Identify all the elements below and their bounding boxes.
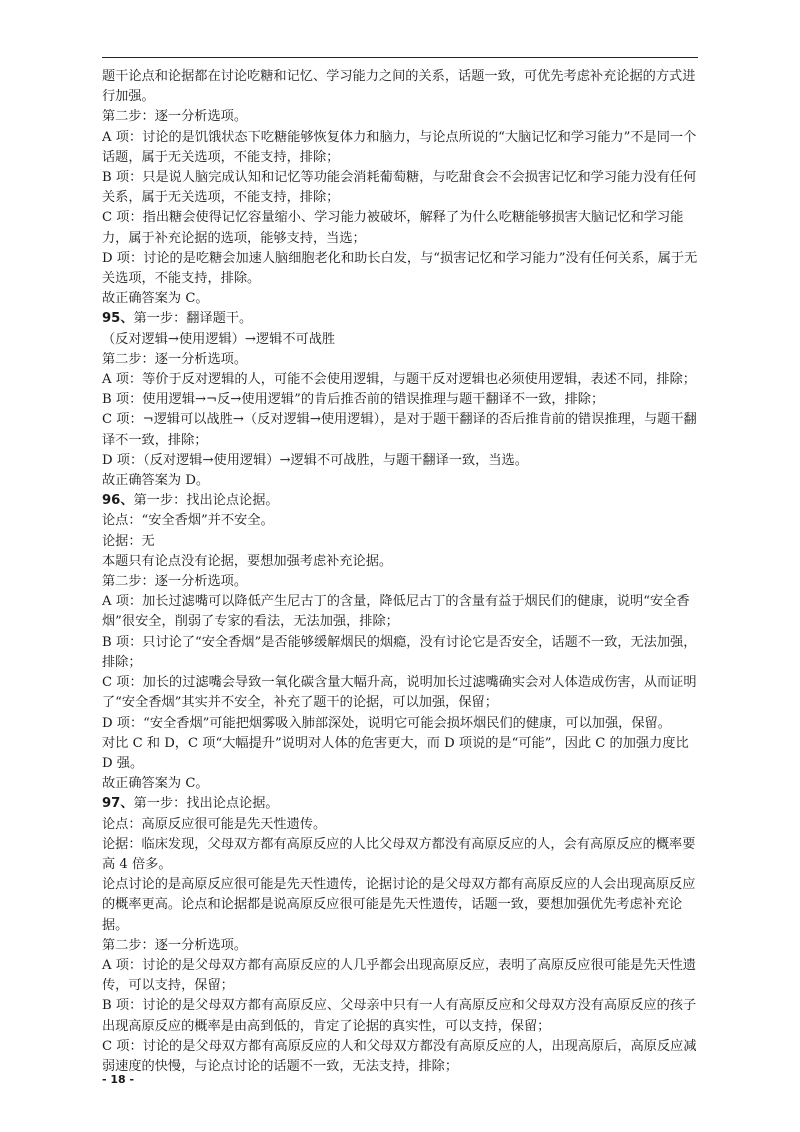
line-text: 对比 C 和 D，C 项“大幅提升”说明对人体的危害更大，而 D 项说的是“可能”，因此 C 的加强力度比 D 强。 [102, 735, 689, 771]
text-line [102, 107, 702, 127]
line-text: 题干论点和论据都在讨论吃糖和记忆、学习能力之间的关系，话题一致，可优先考虑补充论据的方式进行加强。 [102, 69, 696, 105]
line-text: 第二步：逐一分析选项。 [102, 937, 248, 953]
line-text: （反对逻辑→使用逻辑）→逻辑不可战胜 [102, 331, 336, 347]
text-line [102, 714, 702, 734]
line-text: C 项：¬逻辑可以战胜→（反对逻辑→使用逻辑），是对于题干翻译的否后推肯前的错误推理，与题干翻译不一致，排除； [102, 412, 697, 448]
line-text: 论点讨论的是高原反应很可能是先天性遗传，论据讨论的是父母双方都有高原反应的人会出现高原反应的概率更高。论点和论据都是说高原反应很可能是先天性遗传，话题一致，要想加强优先考虑补充论据。 [102, 877, 696, 933]
text-line [102, 774, 702, 794]
document-body [102, 67, 702, 1077]
line-text: A 项：等价于反对逻辑的人，可能不会使用逻辑，与题干反对逻辑也必须使用逻辑，表述不同，排除； [102, 372, 696, 388]
line-text: 第一步：找出论点论据。 [133, 493, 279, 509]
line-text: A 项：讨论的是饥饿状态下吃糖能够恢复体力和脑力，与论点所说的“大脑记忆和学习能力”不是同一个话题，属于无关选项，不能支持，排除； [102, 129, 697, 165]
text-line [102, 511, 702, 531]
line-text: D 项：“安全香烟”可能把烟雾吸入肺部深处，说明它可能会损坏烟民们的健康，可以加强，保留。 [102, 715, 671, 731]
line-text: B 项：只是说人脑完成认知和记忆等功能会消耗葡萄糖，与吃甜食会不会损害记忆和学习能力没有任何关系，属于无关选项，不能支持，排除； [102, 170, 697, 206]
text-line [102, 67, 702, 107]
line-text: 第一步：找出论点论据。 [133, 796, 279, 812]
text-line [102, 208, 702, 248]
text-line [102, 249, 702, 289]
question-step-line [102, 309, 702, 329]
text-line [102, 390, 702, 410]
text-line [102, 734, 702, 774]
header-rule [102, 57, 698, 58]
line-text: A 项：讨论的是父母双方都有高原反应的人几乎都会出现高原反应，表明了高原反应很可能是先天性遗传，可以支持，保留； [102, 957, 696, 994]
line-text: 第二步：逐一分析选项。 [102, 109, 248, 125]
line-text: C 项：指出糖会使得记忆容量缩小、学习能力被破坏，解释了为什么吃糖能够损害大脑记忆和学习能力，属于补充论据的选项，能够支持，当选； [102, 210, 684, 246]
line-text: D 项：（反对逻辑→使用逻辑）→逻辑不可战胜，与题干翻译一致，当选。 [102, 452, 528, 468]
line-text: 第二步：逐一分析选项。 [102, 574, 248, 590]
text-line [102, 289, 702, 309]
question-number: 95、 [102, 311, 134, 327]
line-text: 论点：“安全香烟”并不安全。 [102, 513, 274, 529]
text-line [102, 532, 702, 552]
line-text: B 项：只讨论了“安全香烟”是否能够缓解烟民的烟瘾，没有讨论它是否安全，话题不一致，无法加强，排除； [102, 634, 697, 670]
text-line [102, 633, 702, 673]
line-text: 本题只有论点没有论据，要想加强考虑补充论据。 [102, 553, 393, 569]
text-line [102, 815, 702, 835]
line-text: 故正确答案为 C。 [102, 776, 209, 792]
text-line [102, 835, 702, 875]
line-text: 故正确答案为 C。 [102, 291, 209, 307]
text-line [102, 996, 702, 1036]
page-number: - 18 - [102, 1073, 135, 1086]
text-line [102, 451, 702, 471]
text-line [102, 330, 702, 350]
line-text: 论据：临床发现，父母双方都有高原反应的人比父母双方都没有高原反应的人，会有高原反应的概率要高 4 倍多。 [102, 836, 696, 872]
question-number: 96、 [102, 493, 134, 509]
text-line [102, 956, 702, 996]
line-text: B 项：使用逻辑→¬反→使用逻辑”的肯后推否前的错误推理与题干翻译不一致，排除； [102, 392, 605, 408]
line-text: B 项：讨论的是父母双方都有高原反应、父母亲中只有一人有高原反应和父母双方没有高原反应的孩子出现高原反应的概率是由高到低的，肯定了论据的真实性，可以支持，保留； [102, 998, 697, 1034]
text-line [102, 875, 702, 936]
text-line [102, 370, 702, 390]
text-line [102, 168, 702, 208]
line-text: C 项：加长的过滤嘴会导致一氧化碳含量大幅升高，说明加长过滤嘴确实会对人体造成伤害，从而证明了“安全香烟”其实并不安全，补充了题干的论据，可以加强，保留； [102, 675, 697, 711]
line-text: 第二步：逐一分析选项。 [102, 351, 248, 367]
text-line [102, 471, 702, 491]
text-line [102, 936, 702, 956]
question-number: 97、 [102, 796, 134, 812]
line-text: 论据：无 [102, 533, 155, 549]
line-text: 论点：高原反应很可能是先天性遗传。 [102, 816, 327, 832]
text-line [102, 592, 702, 632]
line-text: A 项：加长过滤嘴可以降低产生尼古丁的含量，降低尼古丁的含量有益于烟民们的健康，说明“安全香烟”很安全，削弱了专家的看法，无法加强，排除； [102, 594, 690, 630]
text-line [102, 552, 702, 572]
text-line [102, 128, 702, 168]
line-text: 故正确答案为 D。 [102, 473, 210, 489]
line-text: D 项：讨论的是吃糖会加速人脑细胞老化和助长白发，与“损害记忆和学习能力”没有任何关系，属于无关选项，不能支持，排除。 [102, 250, 698, 287]
text-line [102, 1037, 702, 1077]
line-text: C 项：讨论的是父母双方都有高原反应的人和父母双方都没有高原反应的人，出现高原后，高原反应减弱速度的快慢，与论点讨论的话题不一致，无法支持，排除； [102, 1038, 697, 1074]
question-step-line [102, 491, 702, 511]
text-line [102, 410, 702, 450]
line-text: 第一步：翻译题干。 [133, 311, 253, 327]
text-line [102, 673, 702, 713]
text-line [102, 572, 702, 592]
question-step-line [102, 794, 702, 814]
text-line [102, 350, 702, 370]
